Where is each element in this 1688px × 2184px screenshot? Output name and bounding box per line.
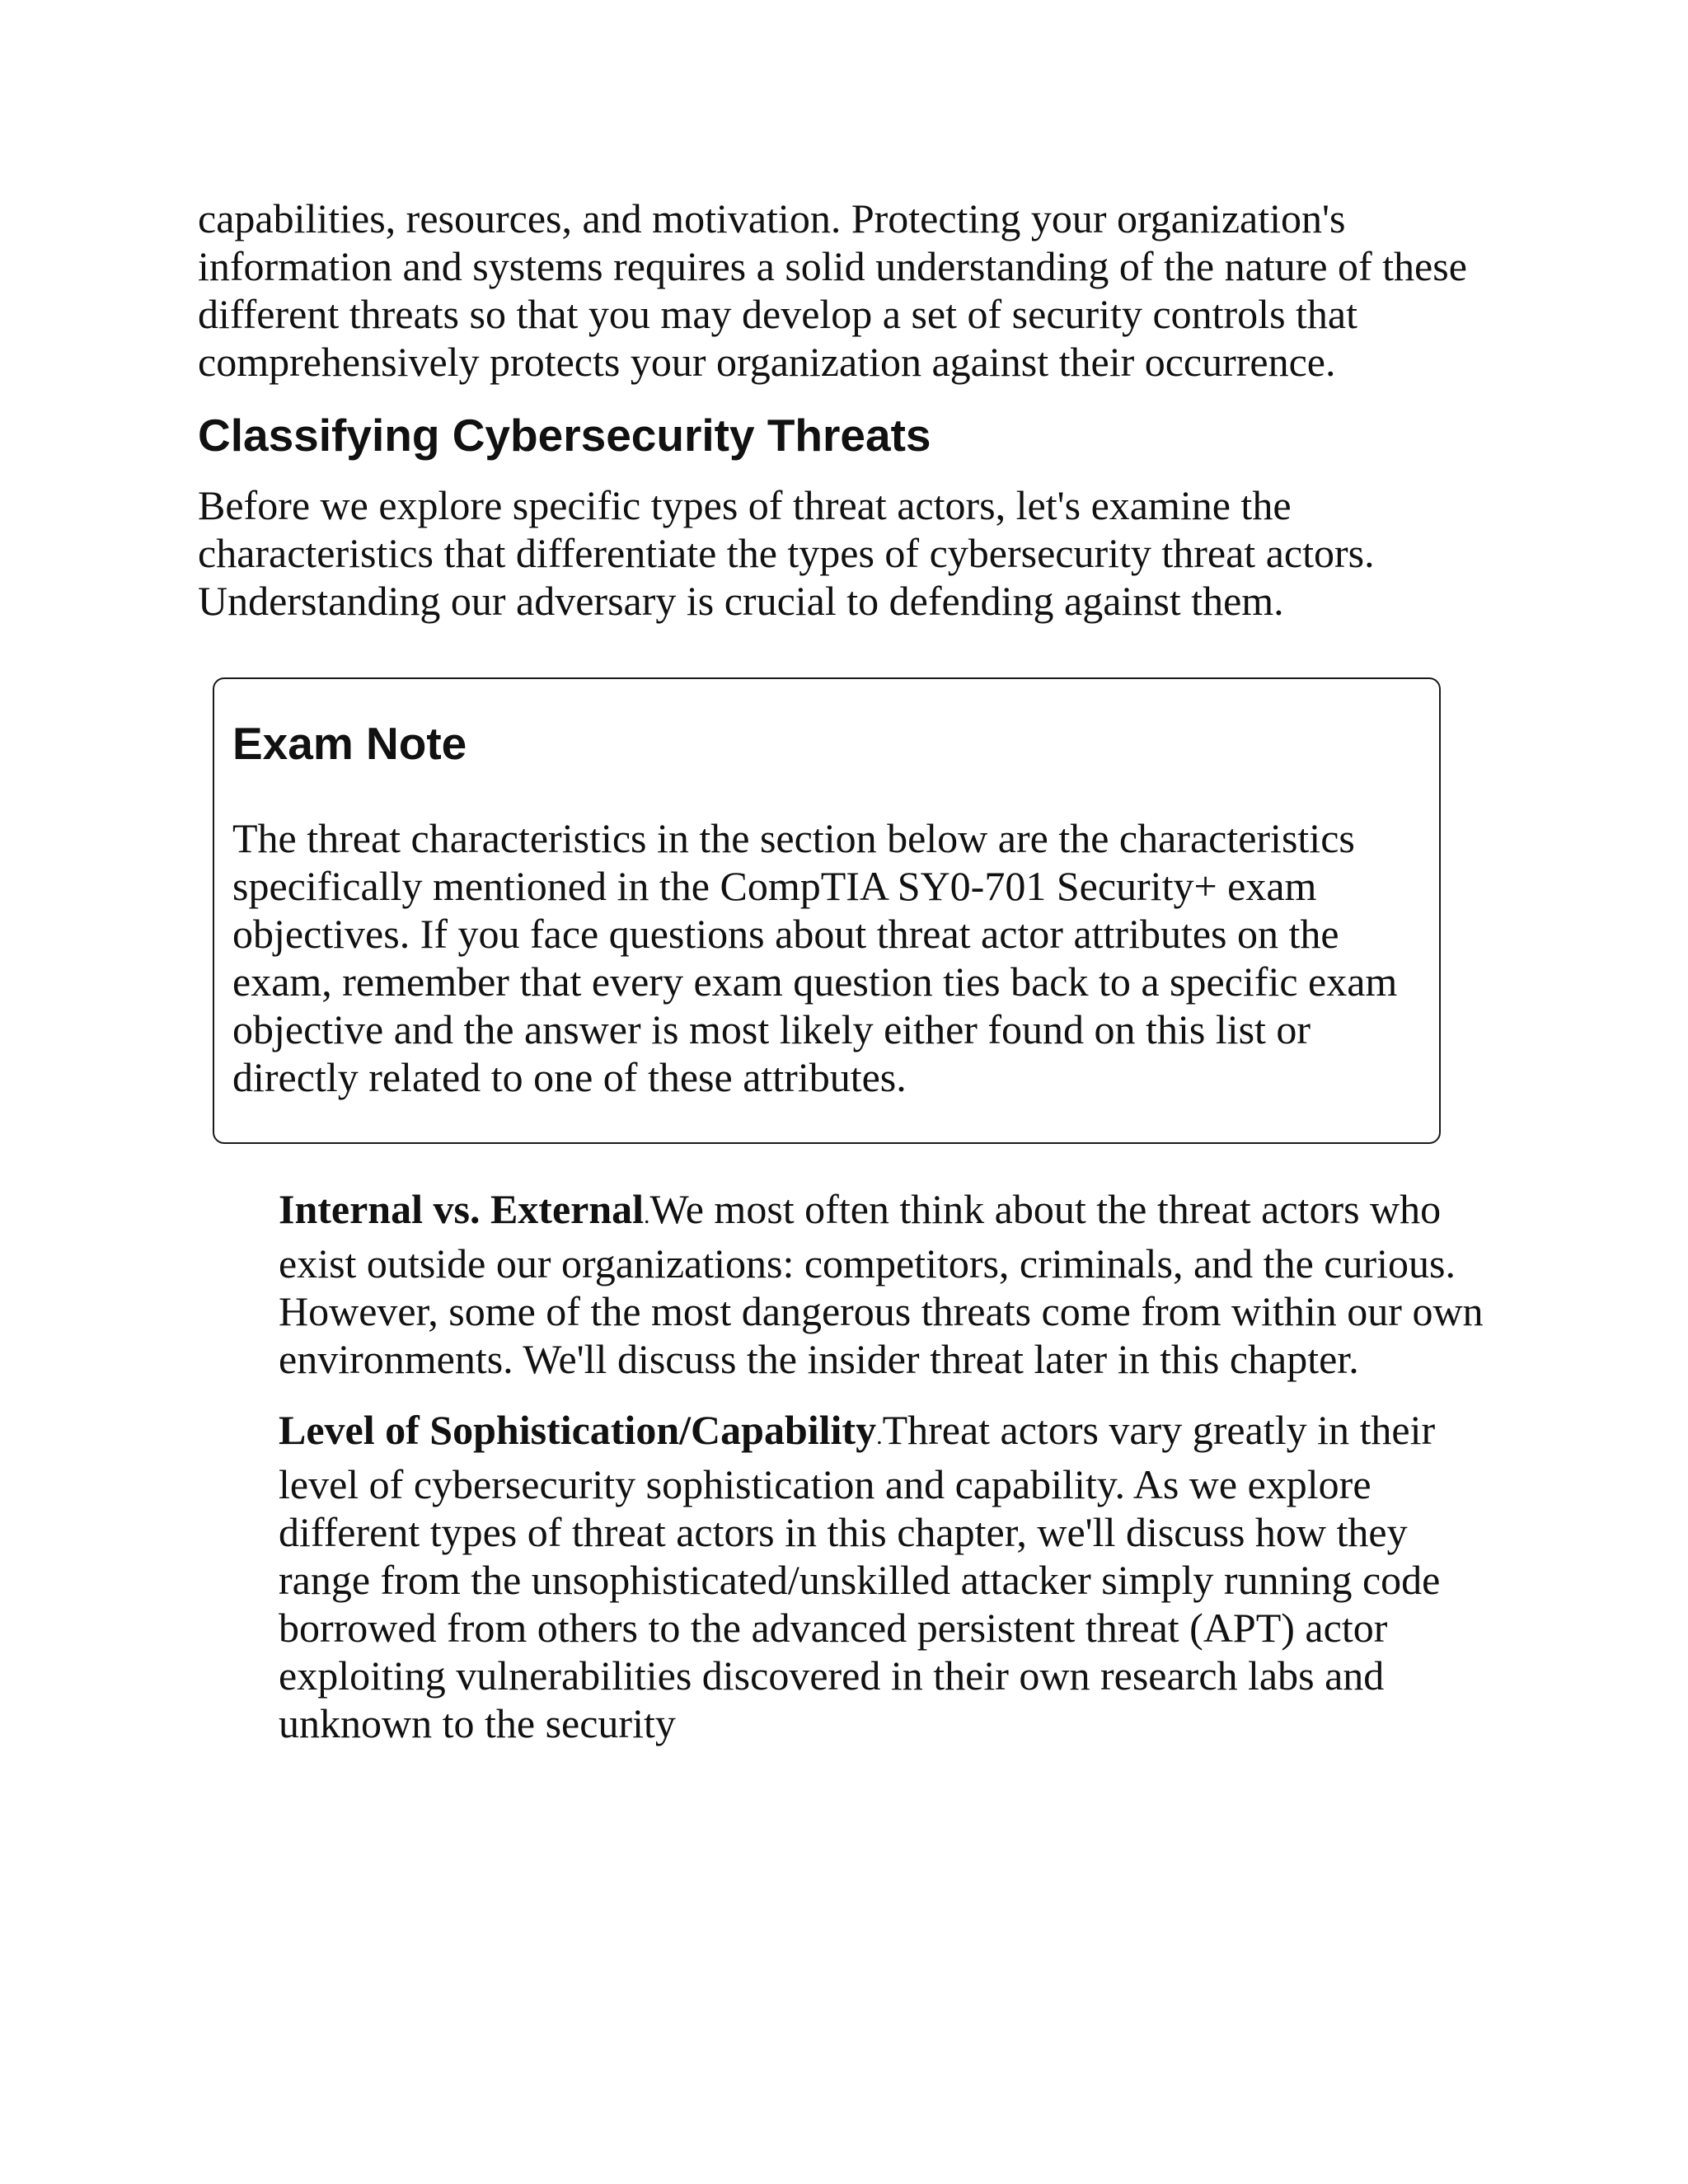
threat-attribute-list [279, 1185, 1498, 1747]
exam-note-box [213, 677, 1441, 1144]
list-item-internal-external [279, 1185, 1498, 1383]
exam-note-title: Exam Note [232, 718, 467, 769]
attribute-separator: . [644, 1202, 650, 1229]
exam-note-body: The threat characteristics in the section below are the characteristics specifically mentioned in the CompTIA SY0-701 Security+ exam objectives. If you face questions about threat actor attributes on the exam, remember that every exam question ties back to a specific exam objective and the answer is most likely either found on this list or directly related to one of these attributes. [232, 815, 1398, 1100]
attribute-description: We most often think about the threat actors who exist outside our organizations: competitors, criminals, and the curious. However, some of the most dangerous threats come from within our own environments. We'll discuss the insider threat later in this chapter. [279, 1186, 1484, 1382]
attribute-term: Internal vs. External [279, 1186, 645, 1232]
attribute-separator: . [876, 1422, 883, 1450]
section-heading: Classifying Cybersecurity Threats [198, 410, 931, 461]
attribute-description: Threat actors vary greatly in their level of cybersecurity sophistication and capability. As we explore different types of threat actors in this chapter, we'll discuss how they range from the unsophisticated/unskilled attacker simply running code borrowed from others to the advanced persistent threat (APT) actor exploiting vulnerabilities discovered in their own research labs and unknown to the security [279, 1407, 1441, 1746]
list-item-sophistication [279, 1406, 1498, 1747]
section-paragraph: Before we explore specific types of threat actors, let's examine the characteristics that differentiate the types of cybersecurity threat actors. Understanding our adversary is crucial to defending against them. [198, 482, 1375, 624]
attribute-term: Level of Sophistication/Capability [279, 1407, 877, 1453]
intro-paragraph: capabilities, resources, and motivation. Protecting your organization's information and systems requires a solid understanding of the nature of these different threats so that you may develop a set of security controls that comprehensively protects your organization against their occurrence. [198, 195, 1467, 385]
document-page [198, 194, 1500, 1770]
